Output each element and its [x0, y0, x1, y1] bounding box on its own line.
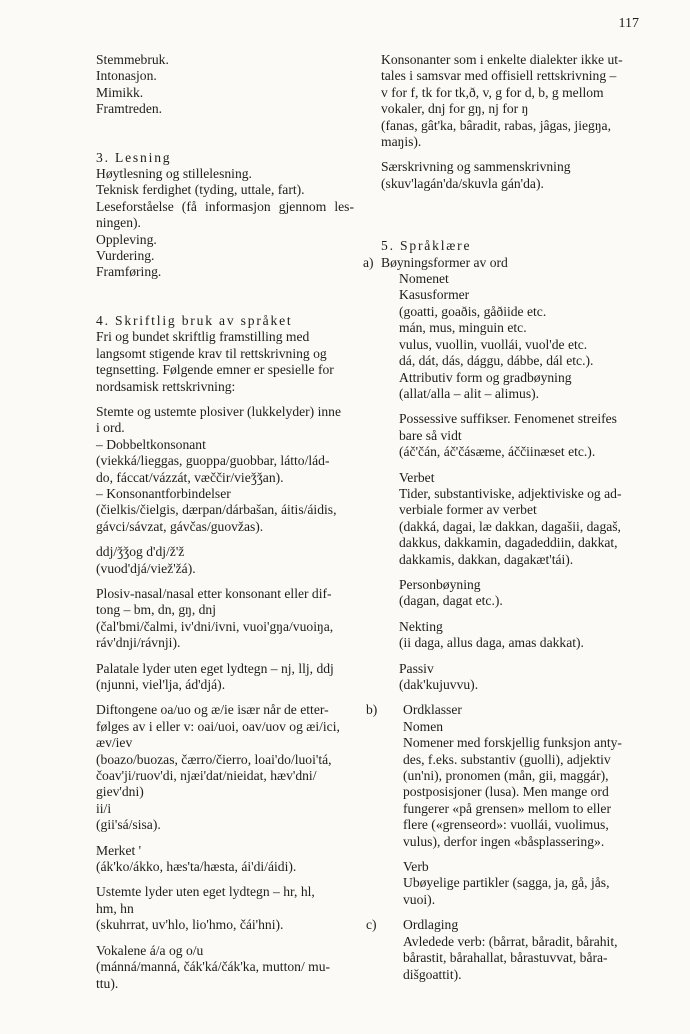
ddj-paragraph: [96, 544, 354, 577]
text-line: langsomt stigende krav til rettskrivning og: [96, 345, 327, 361]
lesning-list: [96, 166, 354, 281]
text-line: (skuhrrat, uv'hlo, lio'hmo, čái'hni).: [96, 917, 284, 933]
text-line: Verb: [403, 859, 429, 875]
text-line: hm, hn: [96, 900, 134, 916]
text-line: fungerer «på grensen» mellom to eller: [403, 800, 611, 816]
text-line: Personbøyning: [399, 576, 481, 592]
text-line: do, fáccat/vázzát, væččir/vieǯǯan).: [96, 469, 284, 485]
text-line: Avledede verb: (bårrat, båradit, bårahit,: [403, 933, 618, 949]
text-line: Attributiv form og gradbøyning: [399, 369, 572, 385]
text-line: Nomen: [403, 718, 444, 734]
stemte-paragraph: [96, 404, 354, 535]
nomen-block: [403, 719, 639, 908]
text-line: Ustemte lyder uten eget lydtegn – hr, hl,: [96, 884, 315, 900]
text-line: (čal'bmi/čalmi, iv'dni/ivni, vuoi'gŋa/vuoiŋa,: [96, 618, 334, 634]
text-line: bårastit, bårahallat, bårastuvvat, båra-: [403, 950, 608, 966]
text-line: des, f.eks. substantiv (guolli), adjektiv: [403, 751, 611, 767]
text-line: Vokalene á/a og o/u: [96, 942, 204, 958]
text-line: vokaler, dnj for gŋ, nj for ŋ: [381, 101, 529, 117]
text-line: (un'ni), pronomen (mån, gii, maggár),: [403, 768, 609, 784]
nomenet-block: [381, 271, 639, 693]
text-line: Passiv: [399, 660, 434, 676]
section-heading-lesning: 3. Lesning: [96, 149, 172, 165]
text-line: (allat/alla – alit – alimus).: [399, 385, 540, 401]
text-line: maŋis).: [381, 134, 422, 150]
text-line: dakkus, dakkamin, dagadeddiin, dakkat,: [399, 535, 618, 551]
text-line: vulus), derfor ingen «båsplassering».: [403, 833, 605, 849]
text-line: Nomener med forskjellig funksjon anty-: [403, 735, 622, 751]
text-line: (njunni, viel'lja, ád'djá).: [96, 677, 226, 692]
text-line: gávci/sávzat, gávčas/guovžas).: [96, 518, 264, 534]
text-line: Fri og bundet skriftlig framstilling med: [96, 329, 310, 345]
list-item: Intonasjon.: [96, 68, 157, 84]
text-line: (mánná/manná, čák'ká/čák'ka, mutton/ mu-: [96, 959, 331, 975]
text-line: (áč'čán, áč'čásæme, áččiinæset etc.).: [399, 444, 596, 460]
text-line: (dak'kujuvvu).: [399, 677, 479, 692]
text-line: dá, dát, dás, dággu, dábbe, dál etc.).: [399, 353, 594, 369]
text-line: (vuod'djá/viež'žá).: [96, 560, 196, 576]
text-line: tegnsetting. Følgende emner er spesielle for: [96, 362, 334, 378]
list-item: ningen).: [96, 215, 141, 231]
subsection-a: [363, 254, 639, 694]
text-line: (viekká/lieggas, guoppa/guobbar, látto/lád-: [96, 453, 330, 469]
text-line: Nomenet: [399, 271, 449, 287]
text-line: tales i samsvar med offisiell rettskrivning –: [381, 68, 617, 84]
list-item: Høytlesning og stillelesning.: [96, 166, 252, 182]
list-item: Oppleving.: [96, 231, 157, 247]
text-line: flere («grenseord»: vuollái, vuolimus,: [403, 817, 609, 833]
text-line: Diftongene oa/uo og æ/ie især når de etter-: [96, 702, 329, 718]
text-line: Verbet: [399, 469, 435, 485]
text-line: Possessive suffikser. Fenomenet streifes: [399, 411, 617, 427]
subsection-marker: a): [363, 254, 374, 270]
plosiv-paragraph: [96, 586, 354, 652]
list-item: Vurdering.: [96, 248, 155, 264]
text-line: følges av i eller v: oai/uoi, oav/uov og æi/ici,: [96, 718, 340, 734]
list-item: Mimikk.: [96, 84, 144, 100]
subsection-title: Bøyningsformer av ord: [381, 254, 508, 270]
text-line: bare så vidt: [399, 427, 462, 443]
subsection-title: Ordklasser: [403, 702, 462, 718]
section-heading-spraklaere: 5. Språklære: [381, 238, 472, 254]
text-line: vuoi).: [403, 891, 436, 907]
text-line: Plosiv-nasal/nasal etter konsonant eller dif-: [96, 585, 332, 601]
text-line: ttu).: [96, 975, 119, 991]
text-line: ráv'dnji/rávnji).: [96, 635, 181, 651]
ustemte-paragraph: [96, 884, 354, 933]
text-line: ddj/ǯǯog d'dj/ž'ž: [96, 544, 185, 560]
text-line: v for f, tk for tk,ð, v, g for d, b, g mellom: [381, 84, 604, 100]
list-item: Leseforståelse (få informasjon gjennom les-: [96, 198, 354, 214]
subsection-marker: c): [366, 917, 377, 933]
text-line: (goatti, goaðis, gåðiide etc.: [399, 303, 547, 319]
right-column: [363, 52, 639, 983]
text-line: dakkamis, dakkan, dagakæt'tái).: [399, 551, 574, 567]
text-line: æv/iev: [96, 735, 133, 751]
subsection-marker: b): [366, 702, 378, 718]
text-line: Tider, substantiviske, adjektiviske og ad-: [399, 485, 622, 501]
text-line: Merket ': [96, 842, 142, 858]
speech-list: [96, 52, 354, 118]
text-line: Kasusformer: [399, 287, 470, 303]
text-line: (boazo/buozas, čærro/čierro, loai'do/luoi'tá,: [96, 751, 332, 767]
text-line: (dagan, dagat etc.).: [399, 593, 503, 609]
subsection-b: [366, 702, 639, 908]
text-line: verbiale former av verbet: [399, 502, 537, 518]
text-line: Nekting: [399, 618, 443, 634]
text-line: (gii'sá/sisa).: [96, 817, 161, 833]
text-line: Særskrivning og sammenskrivning: [381, 159, 571, 175]
text-line: giev'dni): [96, 784, 144, 800]
vokalene-paragraph: [96, 943, 354, 992]
list-item: Framføring.: [96, 264, 162, 280]
section-heading-skriftlig: 4. Skriftlig bruk av språket: [96, 312, 293, 328]
saerskrivning-paragraph: [381, 159, 639, 192]
text-line: ii/i: [96, 800, 112, 816]
page-number: 117: [618, 16, 639, 31]
text-line: tong – bm, dn, gŋ, dnj: [96, 602, 217, 618]
text-line: vulus, vuollin, vuollái, vuol'de etc.: [399, 336, 588, 352]
text-line: (skuv'lagán'da/skuvla gán'da).: [381, 175, 544, 191]
palatale-paragraph: [96, 661, 354, 694]
list-item: Stemmebruk.: [96, 52, 169, 67]
text-line: nordsamisk rettskrivning:: [96, 378, 236, 394]
diftong-paragraph: [96, 702, 354, 833]
text-line: – Konsonantforbindelser: [96, 485, 231, 501]
text-line: Ubøyelige partikler (sagga, ja, gå, jås,: [403, 875, 610, 891]
text-line: (čielkis/čielgis, dærpan/dárbašan, áitis/áidis,: [96, 502, 337, 518]
konsonanter-paragraph: [381, 52, 639, 150]
text-line: čoav'ji/ruov'di, njæi'dat/nieidat, hæv'dni/: [96, 768, 317, 784]
list-item: Teknisk ferdighet (tyding, uttale, fart).: [96, 182, 305, 198]
text-line: Stemte og ustemte plosiver (lukkelyder) inne: [96, 403, 342, 419]
text-line: Palatale lyder uten eget lydtegn – nj, llj, ddj: [96, 660, 334, 676]
text-line: (ák'ko/ákko, hæs'ta/hæsta, ái'di/áidi).: [96, 859, 297, 875]
left-column: [96, 52, 354, 992]
text-line: (ii daga, allus daga, amas dakkat).: [399, 635, 584, 651]
text-line: i ord.: [96, 420, 125, 436]
text-line: mán, mus, minguin etc.: [399, 320, 527, 336]
text-line: – Dobbeltkonsonant: [96, 436, 206, 452]
text-line: Konsonanter som i enkelte dialekter ikke ut-: [381, 52, 623, 67]
subsection-title: Ordlaging: [403, 917, 459, 933]
text-line: dišgoattit).: [403, 966, 462, 982]
text-line: postposisjoner (lusa). Men mange ord: [403, 784, 609, 800]
text-line: (fanas, gât'ka, bâradit, rabas, jâgas, jiegŋa,: [381, 117, 611, 133]
subsection-c: [366, 917, 639, 983]
list-item: Framtreden.: [96, 101, 163, 117]
merket-paragraph: [96, 843, 354, 876]
skriftlig-intro: [96, 329, 354, 395]
text-line: (dakká, dagai, læ dakkan, dagašii, dagaš,: [399, 518, 621, 534]
